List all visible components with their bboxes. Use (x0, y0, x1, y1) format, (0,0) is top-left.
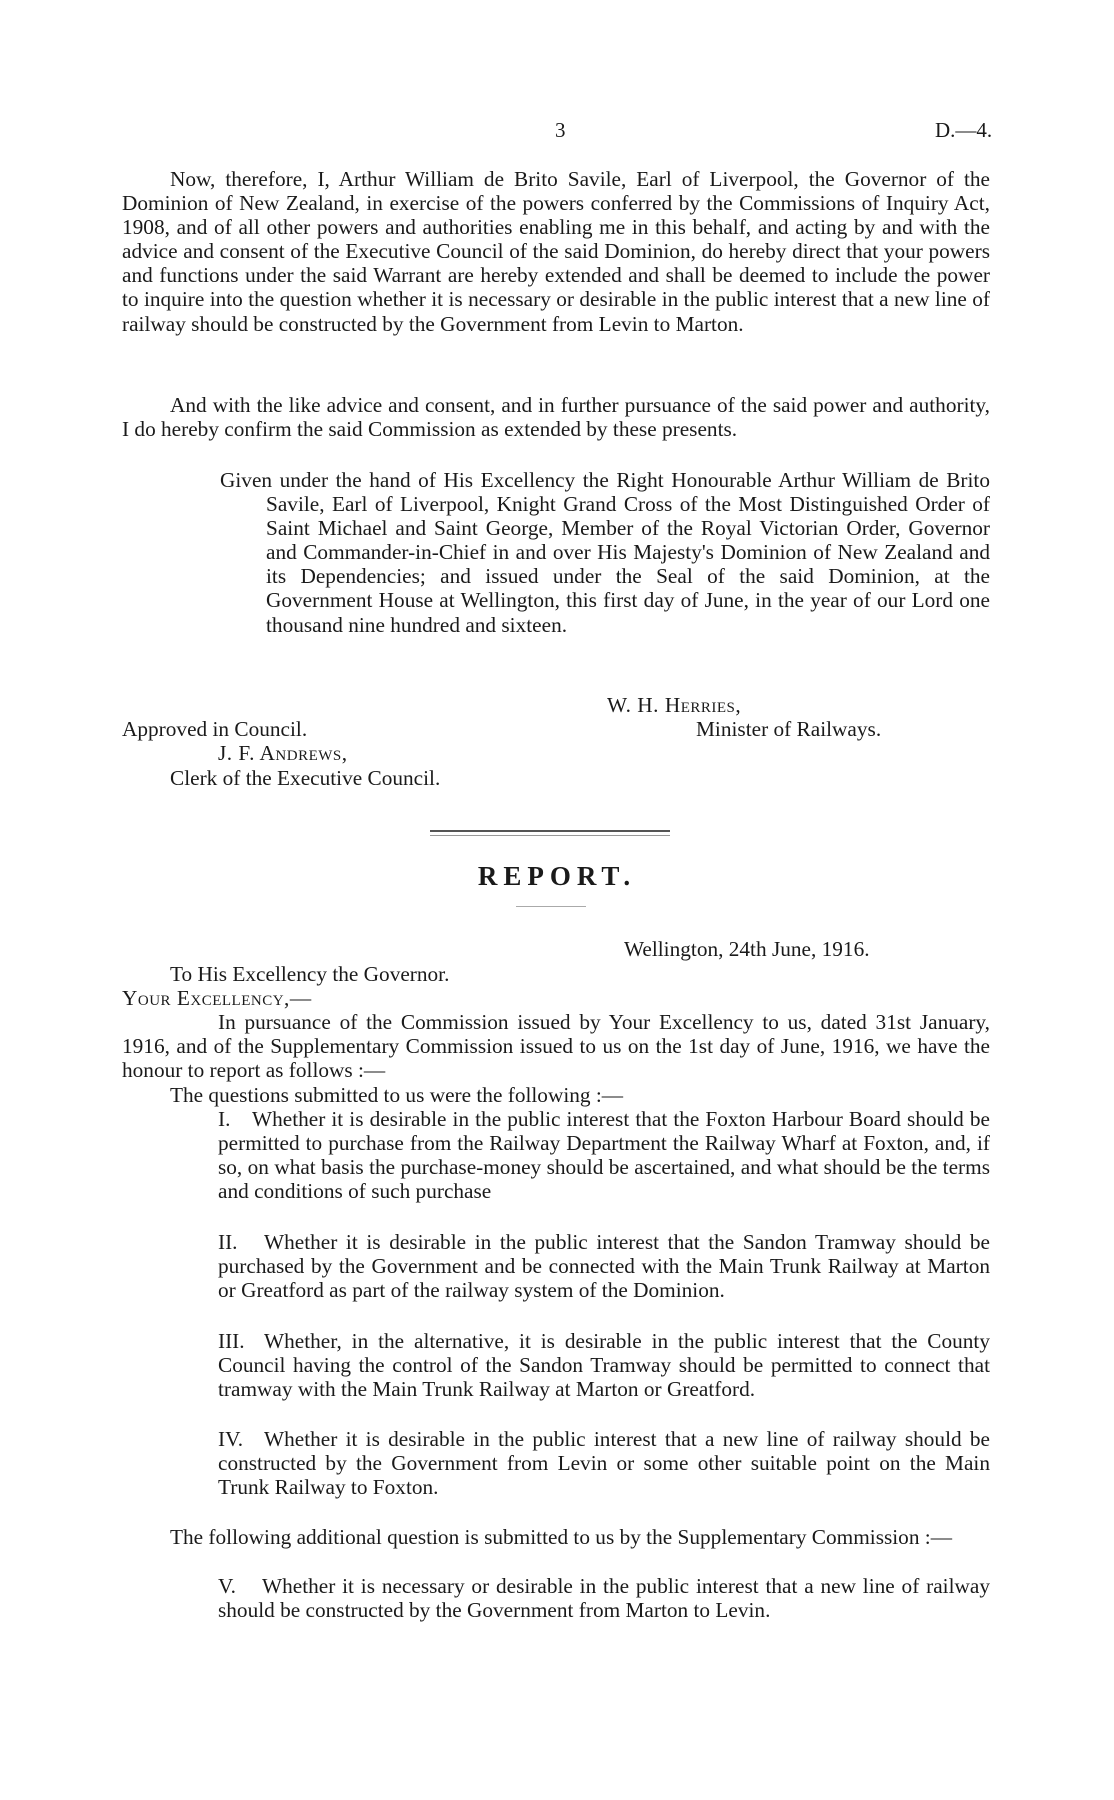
page-header (0, 118, 1114, 148)
questions-intro: The questions submitted to us were the following :— (170, 1083, 624, 1107)
given-under-hand-paragraph: Given under the hand of His Excellency the Right Honourable Arthur William de Brito Savile, Earl of Liverpool, Knight Grand Cross of the Most Distinguished Order of Saint Michael and Saint George, Member of the Royal Victorian Order, Governor and Commander-in-Chief in and over His Majesty's Dominion of New Zealand and its Dependencies; and issued under the Seal of the said Dominion, at the Government House at Wellington, this first day of June, in the year of our Lord one thousand nine hundred and sixteen. (220, 468, 990, 637)
question-item (218, 1230, 990, 1302)
question-number: II. (218, 1230, 238, 1254)
place-date: Wellington, 24th June, 1916. (624, 937, 870, 961)
clerk-name: J. F. Andrews, (218, 741, 348, 765)
addressee: To His Excellency the Governor. (170, 962, 450, 986)
question-item (218, 1574, 990, 1622)
signatory-name: W. H. Herries, (607, 693, 742, 717)
question-text: Whether it is desirable in the public interest that the Foxton Harbour Board should be permitted to purchase from the Railway Department the Railway Wharf at Foxton, and, if so, on what basis the purchase-money should be ascertained, and what should be the terms and conditions of such purchase (218, 1107, 990, 1204)
question-item (218, 1107, 990, 1203)
question-text: Whether it is necessary or desirable in the public interest that a new line of railway should be constructed by the Government from Marton to Levin. (218, 1574, 990, 1623)
question-number: V. (218, 1574, 236, 1598)
question-text: Whether, in the alternative, it is desirable in the public interest that the County Council having the control of the Sandon Tramway should be permitted to connect that tramway with the Main Trunk Railway at Marton or Greatford. (218, 1329, 990, 1402)
question-item (218, 1427, 990, 1499)
section-divider-lower (430, 835, 670, 836)
question-number: IV. (218, 1427, 244, 1451)
question-number: I. (218, 1107, 231, 1131)
report-title: REPORT. (477, 861, 637, 891)
clerk-title: Clerk of the Executive Council. (170, 766, 441, 790)
proclamation-paragraph-2: And with the like advice and consent, and in further pursuance of the said power and authority, I do hereby confirm the said Commission as extended by these presents. (122, 393, 990, 442)
report-intro-paragraph: In pursuance of the Commission issued by Your Excellency to us, dated 31st January, 1916, and of the Supplementary Commission issued to us on the 1st day of June, 1916, we have the honour to report as follows :— (122, 1010, 990, 1083)
proclamation-paragraph-1: Now, therefore, I, Arthur William de Brito Savile, Earl of Liverpool, the Governor of the Dominion of New Zealand, in exercise of the powers conferred by the Commissions of Inquiry Act, 1908, and of all other powers and authorities enabling me in this behalf, and acting by and with the advice and consent of the Executive Council of the said Dominion, do hereby direct that your powers and functions under the said Warrant are hereby extended and shall be deemed to include the power to inquire into the question whether it is necessary or desirable in the public interest that a new line of railway should be constructed by the Government from Levin to Marton. (122, 167, 990, 336)
approved-in-council: Approved in Council. (122, 717, 308, 741)
signatory-title: Minister of Railways. (696, 717, 882, 741)
additional-question-intro: The following additional question is submitted to us by the Supplementary Commission :— (170, 1525, 953, 1549)
question-item (218, 1329, 990, 1401)
question-number: III. (218, 1329, 245, 1353)
document-reference: D.—4. (935, 118, 993, 142)
salutation: Your Excellency,— (122, 986, 312, 1010)
page-number: 3 (555, 118, 566, 142)
question-text: Whether it is desirable in the public interest that a new line of railway should be constructed by the Government from Levin or some other suitable point on the Main Trunk Railway to Foxton. (218, 1427, 990, 1500)
title-underline (516, 906, 586, 907)
question-text: Whether it is desirable in the public interest that the Sandon Tramway should be purchased by the Government and be connected with the Main Trunk Railway at Marton or Greatford as part of the railway system of the Dominion. (218, 1230, 990, 1303)
section-divider (430, 830, 670, 832)
